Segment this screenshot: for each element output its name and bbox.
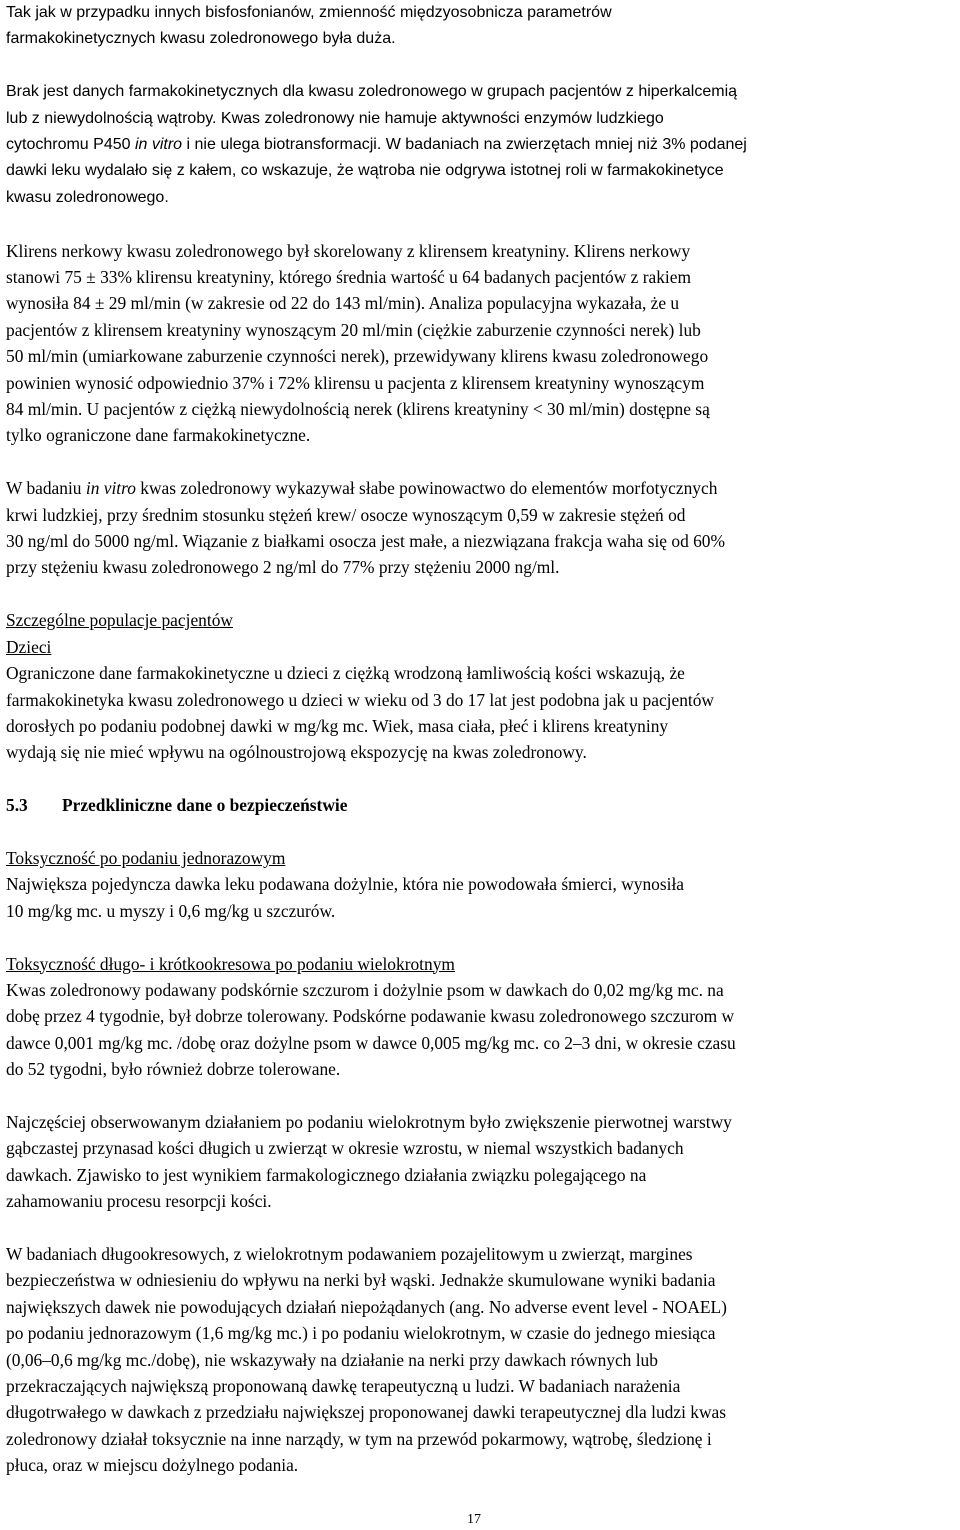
text-line: Kwas zoledronowy podawany podskórnie szczurom i dożylnie psom w dawkach do 0,02 mg/kg mc. na	[6, 979, 724, 1000]
section-heading	[6, 792, 954, 818]
document-page	[6, 0, 954, 1479]
subsection-heading: Toksyczność długo- i krótkookresowa po podaniu wielokrotnym	[6, 953, 455, 974]
text-line: W badaniu in vitro kwas zoledronowy wykazywał słabe powinowactwo do elementów morfotycznych	[6, 478, 718, 499]
text-line: dorosłych po podaniu podobnej dawki w mg/kg mc. Wiek, masa ciała, płeć i klirens kreatyniny	[6, 715, 669, 736]
text-line: krwi ludzkiej, przy średnim stosunku stężeń krew/ osocze wynoszącym 0,59 w zakresie stężeń od	[6, 504, 686, 525]
page-number: 17	[467, 1512, 481, 1527]
subsection-subheading: Dzieci	[6, 636, 52, 657]
text-line: Brak jest danych farmakokinetycznych dla kwasu zoledronowego w grupach pacjentów z hiperkalcemią	[6, 83, 738, 101]
paragraph-variability	[6, 0, 954, 53]
text-line: 30 ng/ml do 5000 ng/ml. Wiązanie z białkami osocza jest małe, a niezwiązana frakcja waha się od 60%	[6, 531, 725, 552]
text-line: gąbczastej przynasad kości długich u zwierząt w okresie wzrostu, w niemal wszystkich badanych	[6, 1138, 684, 1159]
special-populations	[6, 607, 954, 765]
subsection-heading: Szczególne populacje pacjentów	[6, 610, 233, 631]
text-line: zoledronowy działał toksycznie na inne narządy, w tym na przewód pokarmowy, wątrobę, śledzionę i	[6, 1428, 712, 1449]
text-line: pacjentów z klirensem kreatyniny wynoszącym 20 ml/min (ciężkie zaburzenie czynności nerek) lub	[6, 319, 701, 340]
text-line: farmakokinetycznych kwasu zoledronowego była duża.	[6, 30, 396, 48]
text-line: W badaniach długookresowych, z wielokrotnym podawaniem pozajelitowym u zwierząt, margines	[6, 1243, 693, 1264]
subsection-heading: Toksyczność po podaniu jednorazowym	[6, 847, 286, 868]
paragraph-hepatic	[6, 79, 954, 211]
text-line: 10 mg/kg mc. u myszy i 0,6 mg/kg u szczurów.	[6, 900, 336, 921]
text-line: dawki leku wydalało się z kałem, co wskazuje, że wątroba nie odgrywa istotnej roli w farmakokinetyce	[6, 162, 724, 180]
paragraph-protein-binding	[6, 475, 954, 581]
text-line: lub z niewydolnością wątroby. Kwas zoledronowy nie hamuje aktywności enzymów ludzkiego	[6, 109, 664, 127]
text-line: przekraczających największą proponowaną dawkę terapeutyczną u ludzi. W badaniach narażenia	[6, 1375, 681, 1396]
text-line: zahamowaniu procesu resorpcji kości.	[6, 1191, 272, 1212]
text-line: (0,06–0,6 mg/kg mc./dobę), nie wskazywały na działanie na nerki przy dawkach równych lub	[6, 1349, 658, 1370]
text-line: 84 ml/min. U pacjentów z ciężką niewydolnością nerek (klirens kreatyniny < 30 ml/min) dostępne są	[6, 399, 710, 420]
text-line: dawce 0,001 mg/kg mc. /dobę oraz dożylne psom w dawce 0,005 mg/kg mc. co 2–3 dni, w okresie czasu	[6, 1032, 736, 1053]
single-dose-toxicity	[6, 845, 954, 924]
repeat-dose-toxicity	[6, 951, 954, 1479]
text-line: tylko ograniczone dane farmakokinetyczne.	[6, 425, 311, 446]
paragraph-renal-clearance	[6, 238, 954, 449]
text-line: 50 ml/min (umiarkowane zaburzenie czynności nerek), przewidywany klirens kwasu zoledronowego	[6, 346, 709, 367]
text-line: wynosiła 84 ± 29 ml/min (w zakresie od 22 do 143 ml/min). Analiza populacyjna wykazała, że u	[6, 293, 680, 314]
text-line: Ograniczone dane farmakokinetyczne u dzieci z ciężką wrodzoną łamliwością kości wskazują, że	[6, 663, 685, 684]
text-line: farmakokinetyka kwasu zoledronowego u dzieci w wieku od 3 do 17 lat jest podobna jak u pacjentów	[6, 689, 714, 710]
text-line: największych dawek nie powodujących działań niepożądanych (ang. No adverse event level - NOAEL)	[6, 1296, 727, 1317]
text-line: długotrwałego w dawkach z przedziału największej proponowanej dawki terapeutycznej dla ludzi kwas	[6, 1402, 726, 1423]
text-line: płuca, oraz w miejscu dożylnego podania.	[6, 1455, 299, 1476]
text-line: powinien wynosić odpowiednio 37% i 72% klirensu u pacjenta z klirensem kreatyniny wynoszącym	[6, 372, 705, 393]
text-line: cytochromu P450 in vitro i nie ulega biotransformacji. W badaniach na zwierzętach mniej niż 3% podanej	[6, 136, 747, 154]
italic-term: in vitro	[134, 136, 183, 154]
section-number: 5.3	[6, 795, 28, 816]
italic-term: in vitro	[85, 478, 136, 499]
text-line: wydają się nie mieć wpływu na ogólnoustrojową ekspozycję na kwas zoledronowy.	[6, 742, 587, 763]
section-title: Przedkliniczne dane o bezpieczeństwie	[62, 795, 348, 816]
text-line: po podaniu jednorazowym (1,6 mg/kg mc.) i po podaniu wielokrotnym, w czasie do jednego miesiąca	[6, 1323, 716, 1344]
text-line: bezpieczeństwa w odniesieniu do wpływu na nerki był wąski. Jednakże skumulowane wyniki badania	[6, 1270, 716, 1291]
text-line: do 52 tygodni, było również dobrze tolerowane.	[6, 1059, 341, 1080]
text-line: Największa pojedyncza dawka leku podawana dożylnie, która nie powodowała śmierci, wynosiła	[6, 874, 685, 895]
text-line: przy stężeniu kwasu zoledronowego 2 ng/ml do 77% przy stężeniu 2000 ng/ml.	[6, 557, 560, 578]
text-line: Najczęściej obserwowanym działaniem po podaniu wielokrotnym było zwiększenie pierwotnej warstwy	[6, 1111, 732, 1132]
text-line: dobę przez 4 tygodnie, był dobrze tolerowany. Podskórne podawanie kwasu zoledronowego szczurom w	[6, 1006, 735, 1027]
text-line: kwasu zoledronowego.	[6, 188, 169, 206]
text-line: Klirens nerkowy kwasu zoledronowego był skorelowany z klirensem kreatyniny. Klirens nerkowy	[6, 240, 691, 261]
text-line: dawkach. Zjawisko to jest wynikiem farmakologicznego działania związku polegającego na	[6, 1164, 647, 1185]
text-line: Tak jak w przypadku innych bisfosfonianów, zmienność międzyosobnicza parametrów	[6, 4, 612, 21]
text-line: stanowi 75 ± 33% klirensu kreatyniny, którego średnia wartość u 64 badanych pacjentów z rakiem	[6, 267, 692, 288]
